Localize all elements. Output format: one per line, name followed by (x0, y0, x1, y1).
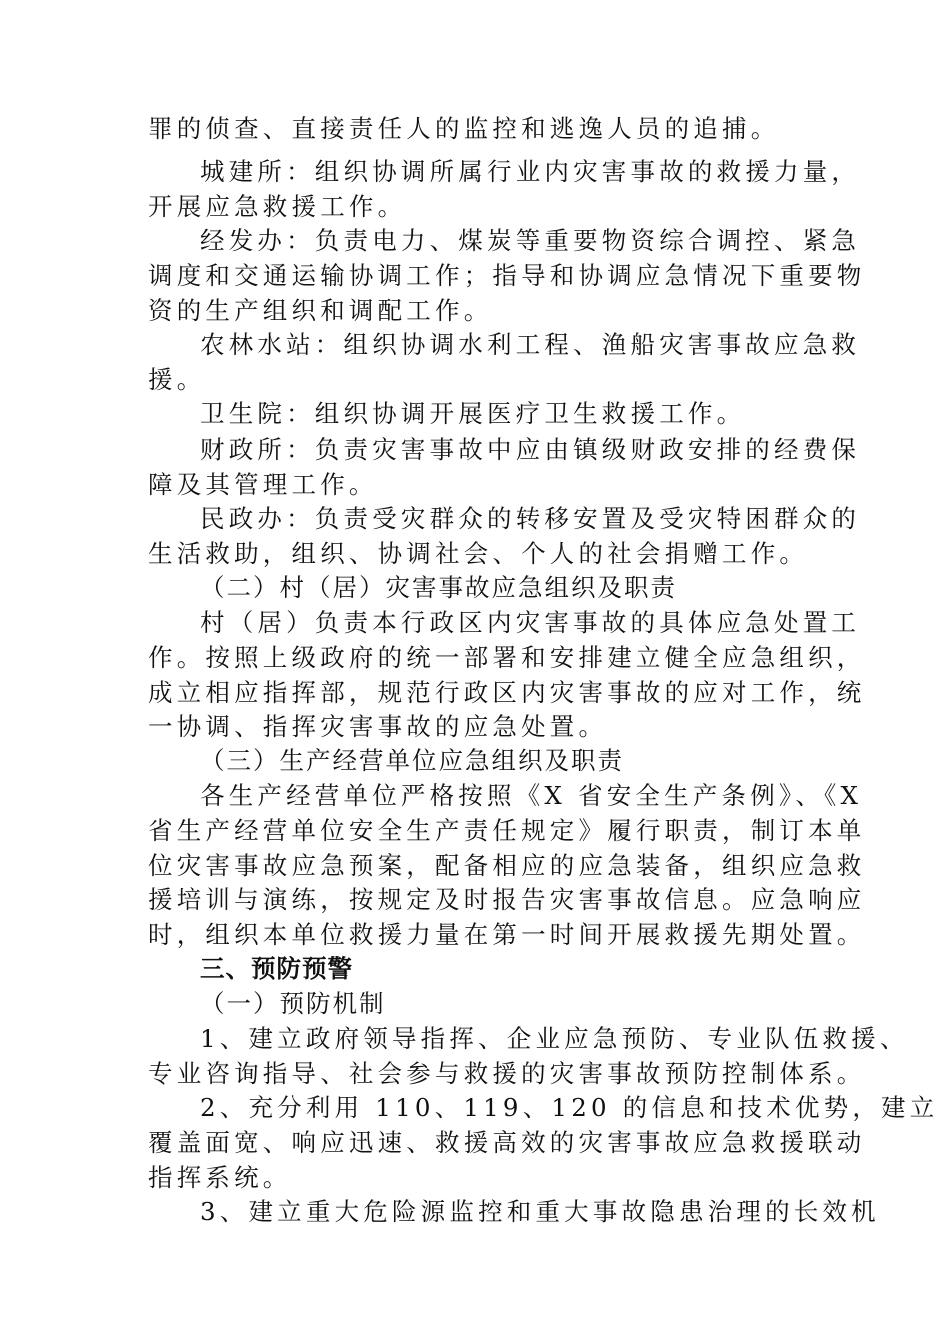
text-line: 指挥系统。 (148, 1162, 292, 1192)
text-line: 城建所：组织协调所属行业内灾害事故的救援力量， (200, 157, 861, 186)
paragraph-investigation (148, 112, 808, 147)
text-line: 3、建立重大危险源监控和重大事故隐患治理的长效机 (200, 1197, 880, 1226)
text-line: 援培训与演练，按规定及时报告灾害事故信息。应急响应 (148, 885, 866, 915)
paragraph-item-2 (148, 1091, 939, 1195)
paragraph-item-3 (148, 1195, 880, 1230)
text-line: 位灾害事故应急预案，配备相应的应急装备，组织应急救 (148, 850, 866, 880)
text-line: 障及其管理工作。 (148, 469, 378, 499)
text-line: 资的生产组织和调配工作。 (148, 295, 493, 325)
paragraph-agriculture-water (148, 328, 861, 398)
text-line: 一协调、指挥灾害事故的应急处置。 (148, 712, 608, 742)
text-line: 村（居）负责本行政区内灾害事故的具体应急处置工 (200, 608, 861, 637)
text-line: 省生产经营单位安全生产责任规定》履行职责，制订本单 (148, 815, 866, 845)
text-line: 民政办：负责受灾群众的转移安置及受灾特困群众的 (200, 504, 861, 533)
paragraph-finance-office (148, 433, 861, 503)
text-line: 作。按照上级政府的统一部署和安排建立健全应急组织， (148, 642, 866, 672)
text-line: 开展应急救援工作。 (148, 191, 407, 221)
section-heading-prevention-mechanism: （一）预防机制 (200, 989, 386, 1018)
text-line: 专业咨询指导、社会参与救援的灾害事故预防控制体系。 (148, 1058, 866, 1088)
section-heading-production-units: （三）生产经营单位应急组织及职责 (200, 746, 624, 775)
text-line: 成立相应指挥部，规范行政区内灾害事故的应对工作，统 (148, 677, 866, 707)
text-line: 农林水站：组织协调水利工程、渔船灾害事故应急救 (200, 330, 861, 359)
text-line: 卫生院：组织协调开展医疗卫生救援工作。 (200, 399, 746, 428)
text-line: 经发办：负责电力、煤炭等重要物资综合调控、紧急 (200, 226, 861, 255)
text-line: 调度和交通运输协调工作；指导和协调应急情况下重要物 (148, 260, 866, 290)
text-line: 各生产经营单位严格按照《X 省安全生产条例》、《X (200, 781, 863, 810)
text-line: 援。 (148, 364, 206, 394)
paragraph-economic-office (148, 224, 866, 328)
text-line: 时，组织本单位救援力量在第一时间开展救援先期处置。 (148, 920, 866, 950)
paragraph-health-center (148, 397, 808, 432)
paragraph-item-1 (148, 1022, 909, 1092)
text-line: 罪的侦查、直接责任人的监控和逃逸人员的追捕。 (148, 114, 780, 143)
text-line: 财政所：负责灾害事故中应由镇级财政安排的经费保 (200, 435, 861, 464)
paragraph-village (148, 606, 866, 745)
text-line: 1、建立政府领导指挥、企业应急预防、专业队伍救援、 (200, 1024, 909, 1053)
text-line: 2、充分利用 110、119、120 的信息和技术优势，建立 (200, 1093, 939, 1122)
section-heading-village: （二）村（居）灾害事故应急组织及职责 (200, 573, 677, 602)
paragraph-production-units (148, 779, 866, 953)
paragraph-civil-affairs (148, 502, 861, 572)
text-line: 生活救助，组织、协调社会、个人的社会捐赠工作。 (148, 538, 809, 568)
chapter-heading-prevention-warning: 三、预防预警 (200, 954, 353, 983)
text-line: 覆盖面宽、响应迅速、救援高效的灾害事故应急救援联动 (148, 1127, 866, 1157)
paragraph-urban-construction (148, 155, 861, 225)
